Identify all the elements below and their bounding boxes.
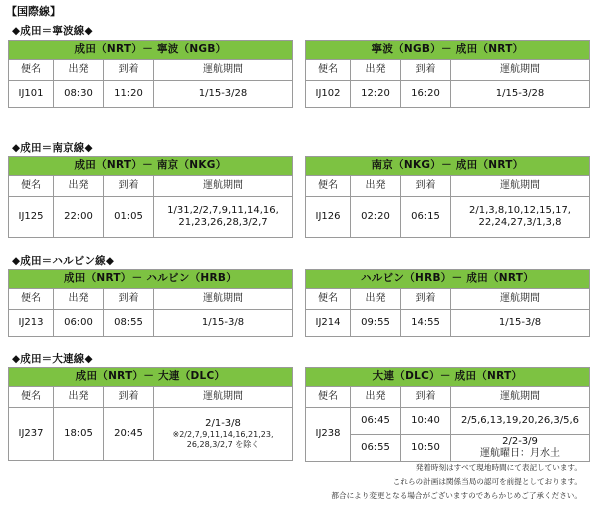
col-arr: 到着 [104, 387, 154, 408]
table-row [9, 408, 293, 461]
col-arr: 到着 [104, 289, 154, 310]
col-period: 運航期間 [154, 176, 293, 197]
period-line: 21,23,26,28,3/2,7 [178, 217, 268, 228]
direction-header: 成田（NRT）－ 大連（DLC） [9, 368, 293, 387]
arr-time: 11:20 [104, 81, 154, 108]
route-title-nanjing: ◆成田＝南京線◆ [12, 142, 93, 154]
flight-number: IJ101 [9, 81, 54, 108]
period-main: 2/1-3/8 [205, 417, 241, 429]
dep-time: 08:30 [54, 81, 104, 108]
col-dep: 出発 [54, 289, 104, 310]
table-row [306, 310, 590, 337]
flight-number: IJ214 [306, 310, 351, 337]
col-dep: 出発 [351, 176, 401, 197]
flight-number: IJ102 [306, 81, 351, 108]
table-row [9, 197, 293, 238]
col-arr: 到着 [104, 60, 154, 81]
arr-time: 10:50 [401, 435, 451, 462]
period-line: 22,24,27,3/1,3,8 [478, 217, 562, 228]
col-flight: 便名 [9, 289, 54, 310]
col-dep: 出発 [54, 387, 104, 408]
timetable-nrt-hrb [8, 269, 293, 337]
period [154, 197, 293, 238]
period-note: ※2/2,7,9,11,14,16,21,23, [172, 430, 274, 440]
table-row [306, 197, 590, 238]
period: 1/15-3/8 [451, 310, 590, 337]
direction-header: 大連（DLC）－ 成田（NRT） [306, 368, 590, 387]
col-dep: 出発 [351, 289, 401, 310]
col-flight: 便名 [306, 60, 351, 81]
period-line: 2/1,3,8,10,12,15,17, [469, 204, 571, 216]
table-row [9, 310, 293, 337]
dep-time: 06:55 [351, 435, 401, 462]
col-flight: 便名 [306, 289, 351, 310]
table-row [9, 81, 293, 108]
flight-number: IJ213 [9, 310, 54, 337]
col-period: 運航期間 [451, 387, 590, 408]
timetable-dlc-nrt [305, 367, 590, 462]
arr-time: 08:55 [104, 310, 154, 337]
col-arr: 到着 [401, 289, 451, 310]
col-arr: 到着 [401, 60, 451, 81]
col-period: 運航期間 [154, 289, 293, 310]
route-title-ningbo: ◆成田＝寧波線◆ [12, 25, 93, 37]
table-row [306, 408, 590, 435]
footnote: 発着時刻はすべて現地時間にて表記しています。 [415, 463, 582, 472]
direction-header: 成田（NRT）－ 南京（NKG） [9, 157, 293, 176]
timetable-ngb-nrt [305, 40, 590, 108]
arr-time: 20:45 [104, 408, 154, 461]
col-period: 運航期間 [154, 387, 293, 408]
direction-header: 南京（NKG）－ 成田（NRT） [306, 157, 590, 176]
col-arr: 到着 [104, 176, 154, 197]
col-flight: 便名 [9, 387, 54, 408]
flight-number: IJ126 [306, 197, 351, 238]
flight-number: IJ238 [306, 408, 351, 462]
dep-time: 12:20 [351, 81, 401, 108]
col-dep: 出発 [54, 176, 104, 197]
arr-time: 16:20 [401, 81, 451, 108]
direction-header: ハルビン（HRB）－ 成田（NRT） [306, 270, 590, 289]
arr-time: 01:05 [104, 197, 154, 238]
col-dep: 出発 [54, 60, 104, 81]
timetable-nrt-ngb [8, 40, 293, 108]
period: 1/15-3/28 [154, 81, 293, 108]
dep-time: 18:05 [54, 408, 104, 461]
footnotes [331, 461, 582, 503]
timetable-nkg-nrt [305, 156, 590, 238]
period [451, 435, 590, 462]
col-flight: 便名 [306, 387, 351, 408]
period [451, 197, 590, 238]
arr-time: 10:40 [401, 408, 451, 435]
period: 1/15-3/8 [154, 310, 293, 337]
period-note: 26,28,3/2,7 を除く [186, 440, 260, 450]
col-period: 運航期間 [451, 60, 590, 81]
footnote: 都合により変更となる場合がございますのであらかじめご了承ください。 [331, 491, 582, 500]
col-dep: 出発 [351, 60, 401, 81]
dep-time: 09:55 [351, 310, 401, 337]
timetable-nrt-dlc [8, 367, 293, 461]
period-line: 1/31,2/2,7,9,11,14,16, [167, 204, 279, 216]
footnote: これらの計画は関係当局の認可を前提としております。 [392, 477, 582, 486]
period [154, 408, 293, 461]
col-flight: 便名 [306, 176, 351, 197]
timetable-nrt-nkg [8, 156, 293, 238]
col-period: 運航期間 [154, 60, 293, 81]
direction-header: 成田（NRT）－ 寧波（NGB） [9, 41, 293, 60]
dep-time: 22:00 [54, 197, 104, 238]
dep-time: 06:00 [54, 310, 104, 337]
arr-time: 14:55 [401, 310, 451, 337]
route-title-harbin: ◆成田＝ハルビン線◆ [12, 255, 115, 267]
direction-header: 成田（NRT）－ ハルビン（HRB） [9, 270, 293, 289]
timetable-hrb-nrt [305, 269, 590, 337]
col-flight: 便名 [9, 176, 54, 197]
direction-header: 寧波（NGB）－ 成田（NRT） [306, 41, 590, 60]
flight-number: IJ125 [9, 197, 54, 238]
period: 1/15-3/28 [451, 81, 590, 108]
col-arr: 到着 [401, 176, 451, 197]
route-title-dalian: ◆成田＝大連線◆ [12, 353, 93, 365]
col-period: 運航期間 [451, 176, 590, 197]
col-arr: 到着 [401, 387, 451, 408]
dep-time: 02:20 [351, 197, 401, 238]
table-row [306, 81, 590, 108]
period-line: 運航曜日：月水土 [480, 448, 560, 459]
dep-time: 06:45 [351, 408, 401, 435]
arr-time: 06:15 [401, 197, 451, 238]
page-header: 【国際線】 [6, 5, 61, 18]
flight-number: IJ237 [9, 408, 54, 461]
col-dep: 出発 [351, 387, 401, 408]
period: 2/5,6,13,19,20,26,3/5,6 [451, 408, 590, 435]
period-line: 2/2-3/9 [502, 435, 538, 447]
col-period: 運航期間 [451, 289, 590, 310]
col-flight: 便名 [9, 60, 54, 81]
